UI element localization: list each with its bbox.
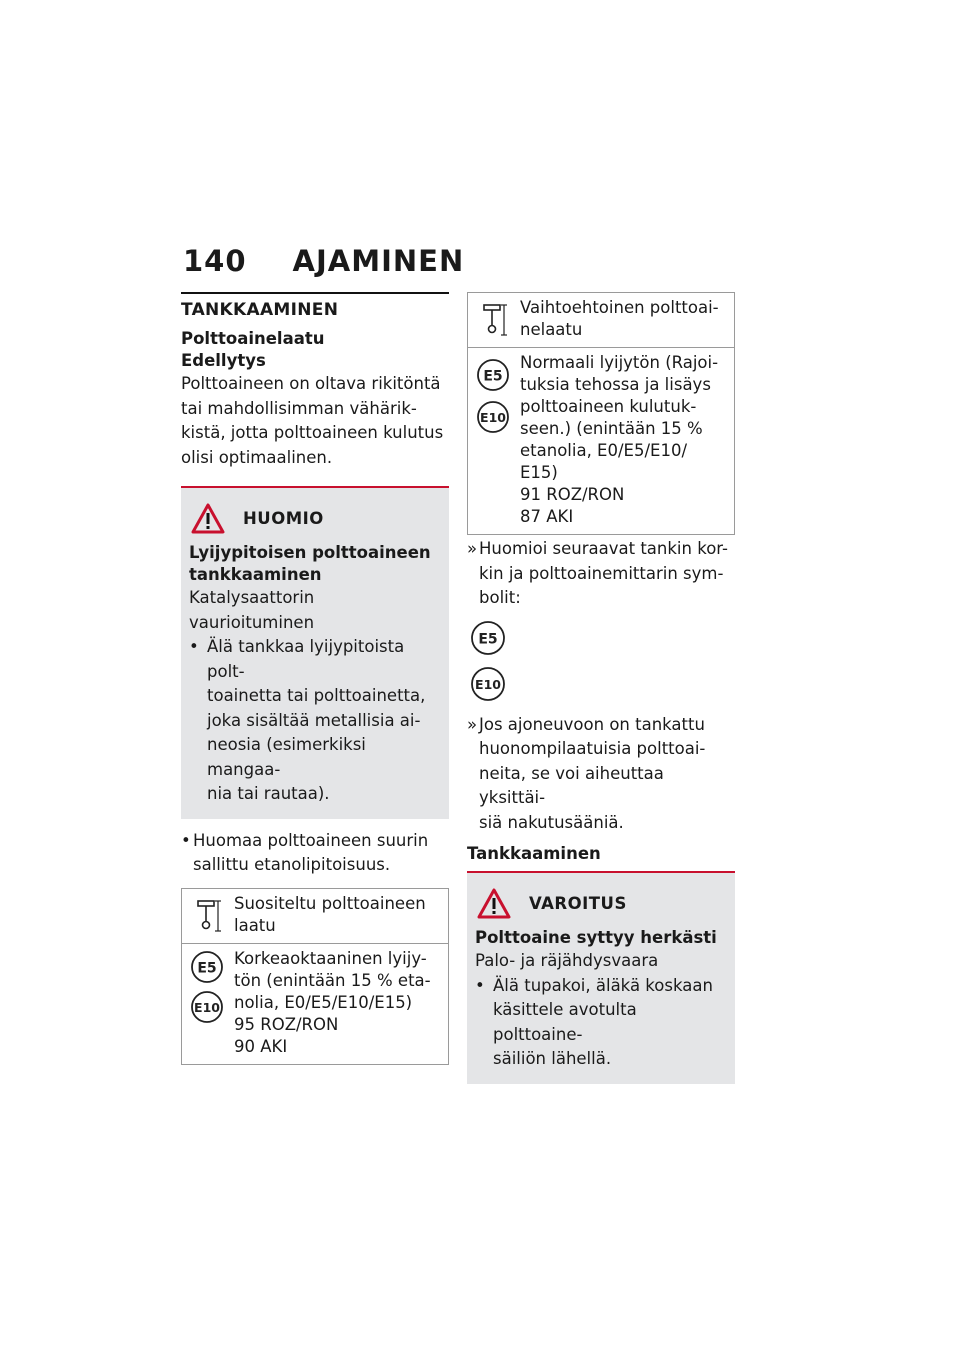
- step-item: » Huomioi seuraavat tankin kor- kin ja polttoainemittarin sym- bolit:: [467, 539, 728, 607]
- e10-badge-icon: [472, 400, 514, 434]
- e10-badge-icon: [186, 990, 228, 1024]
- subtitle-requirement: Edellytys: [181, 351, 266, 370]
- notice-header: [189, 498, 441, 538]
- table-row: Vaihtoehtoinen polttoai- nelaatu: [468, 293, 734, 347]
- bullet-mark: •: [475, 975, 485, 995]
- table-row: E5 E10 Korkeaoktaaninen lyijy- tön (enintään 15 % eta- nolia, E0/E5/E10/E15) 95 ROZ/RON 90 AKI: [182, 943, 448, 1064]
- notice-title: HUOMIO: [243, 508, 324, 528]
- section-title: TANKKAAMINEN: [181, 300, 339, 320]
- notice-heading-cont: tankkaaminen: [189, 565, 322, 584]
- section-rule: [181, 292, 449, 294]
- bullet-mark: •: [189, 637, 199, 656]
- page-number: 140: [183, 244, 247, 278]
- alternative-fuel-table: [467, 292, 735, 535]
- fuel-quality-icon: [478, 299, 508, 339]
- warning-title: VAROITUS: [529, 893, 627, 913]
- fuel-symbols: [467, 619, 735, 703]
- table-row: E5 E10 Normaali lyijytön (Rajoi- tuksia tehossa ja lisäys polttoaineen kulutuk- seen.) (enintään 15 % etanolia, E0/E5/E10/ E15) 91 ROZ/RON 87 AKI: [468, 347, 734, 534]
- warning-triangle-icon: [477, 888, 511, 919]
- warning-bullet: • Älä tupakoi, äläkä koskaan käsittele avotulta polttoaine- säiliön lähellä.: [475, 975, 713, 1068]
- e5-badge-icon: [467, 619, 509, 657]
- right-column: [467, 292, 735, 1084]
- tip-item: • Huomaa polttoaineen suurin sallittu etanolipitoisuus.: [181, 830, 429, 874]
- e5-badge-icon: [472, 358, 514, 392]
- warning-header: [475, 883, 727, 923]
- svg-text:E5: E5: [478, 631, 498, 647]
- warning-heading: Polttoaine syttyy herkästi: [475, 928, 717, 947]
- subtitle-fuel-quality: Polttoainelaatu: [181, 329, 325, 348]
- notice-box: [181, 486, 449, 819]
- notice-cause: Katalysaattorin vaurioituminen: [189, 588, 315, 632]
- left-column: [181, 292, 449, 1065]
- step-mark: »: [467, 539, 478, 558]
- svg-text:E5: E5: [197, 960, 217, 976]
- e5-badge-icon: [186, 950, 228, 984]
- subtitle-refuelling: Tankkaaminen: [467, 844, 601, 863]
- svg-text:E10: E10: [475, 676, 501, 692]
- chapter-title: AJAMINEN: [292, 244, 465, 278]
- notice-bullet: • Älä tankkaa lyijypitoista polt- toainetta tai polttoainetta, joka sisältää metallisia ai- neosia (esimerkiksi mangaa- nia tai rautaa).: [189, 637, 426, 803]
- step-mark: »: [467, 714, 478, 734]
- step-item: » Jos ajoneuvoon on tankattu huonompilaatuisia polttoai- neita, se voi aiheuttaa yksittäi- siä nakutusääniä.: [467, 714, 706, 832]
- intro-text: Polttoaineen on oltava rikitöntä tai mahdollisimman vähärik- kistä, jotta polttoaineen kulutus olisi optimaalinen.: [181, 374, 444, 467]
- svg-text:E5: E5: [483, 368, 503, 385]
- notice-heading: Lyijypitoisen polttoaineen: [189, 543, 431, 562]
- svg-text:E10: E10: [194, 999, 220, 1015]
- e10-badge-icon: [467, 665, 509, 703]
- fuel-quality-icon: [192, 895, 222, 935]
- recommended-fuel-table: [181, 888, 449, 1065]
- warning-box: [467, 871, 735, 1084]
- warning-cause: Palo- ja räjähdysvaara: [475, 951, 659, 970]
- warning-triangle-icon: [191, 503, 225, 534]
- svg-text:E10: E10: [480, 410, 506, 425]
- bullet-mark: •: [181, 830, 191, 850]
- page-header: [183, 244, 464, 278]
- table-row: Suositeltu polttoaineen laatu: [182, 889, 448, 943]
